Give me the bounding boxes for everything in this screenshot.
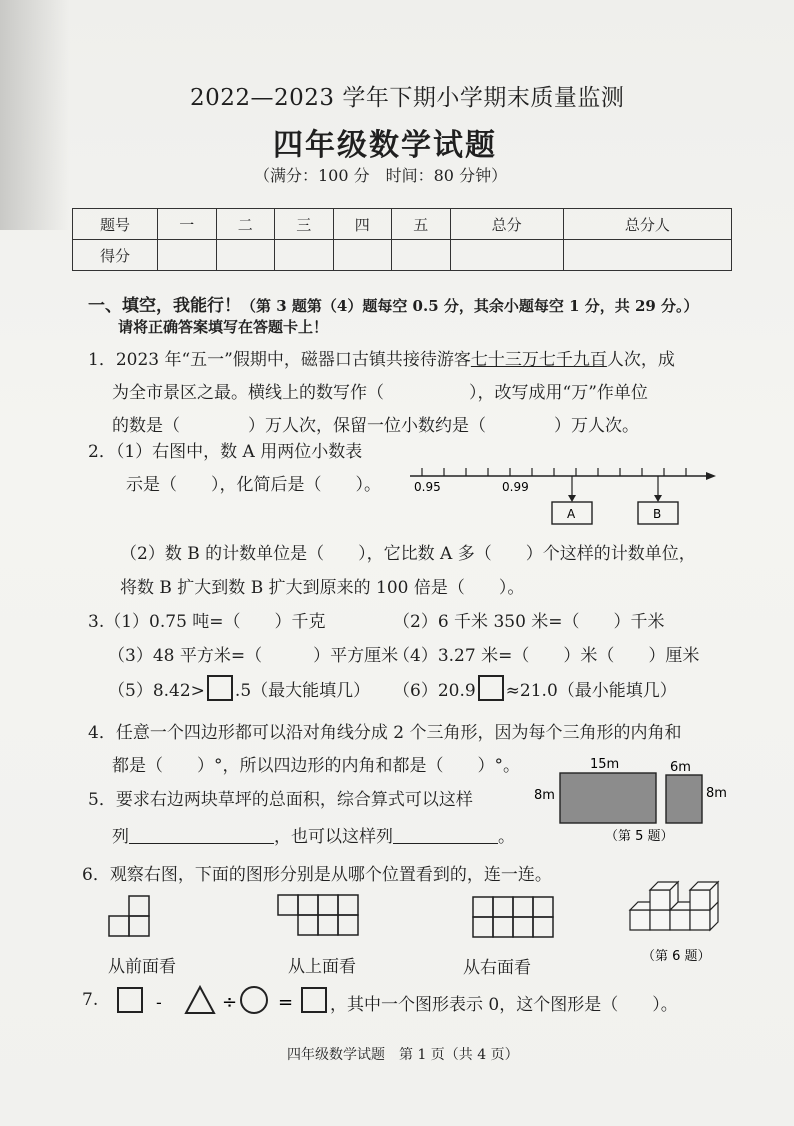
- section1-title: 一、填空，我能行！: [88, 296, 241, 316]
- answer-card-note: 请将正确答案填写在答题卡上！: [118, 318, 329, 336]
- pointer-b-arrow-icon: [654, 495, 662, 502]
- cube-stack-figure: [626, 880, 728, 966]
- q3-part6-text: （6）20.9: [393, 681, 476, 701]
- q7-text: ，其中一个图形表示 0，这个图形是（ ）。: [330, 995, 678, 1015]
- q5-text-mid: ，也可以这样列: [274, 827, 393, 847]
- number-line-ticks: [422, 468, 686, 476]
- score-cell: 题号: [73, 209, 158, 240]
- q1-line2: 为全市景区之最。横线上的数写作（ ），改写成用“万”作单位: [112, 383, 648, 403]
- view-shape-top: [275, 892, 365, 940]
- q6-caption: （第 6 题）: [642, 949, 711, 964]
- q4-line2: 都是（ ）°，所以四边形的内角和都是（ ）°。: [112, 756, 520, 776]
- lawn-small: [666, 775, 702, 823]
- view-label-top[interactable]: 从上面看: [288, 957, 356, 977]
- q5-answer-blank-2[interactable]: [393, 826, 498, 844]
- number-line-arrow-icon: [706, 472, 716, 480]
- q5-line1: 5．要求右边两块草坪的总面积，综合算式可以这样: [88, 790, 473, 810]
- page-footer: 四年级数学试题 第 1 页（共 4 页）: [287, 1047, 519, 1063]
- q7-equation-shapes: [112, 984, 342, 1018]
- q3-part5: [108, 675, 370, 701]
- q2-line1: 2．（1）右图中，数 A 用两位小数表: [88, 442, 363, 462]
- digit-box[interactable]: [478, 675, 504, 701]
- q2-line2: 示是（ ），化简后是（ ）。: [126, 475, 381, 495]
- lawn-height-label-left: 8m: [534, 788, 555, 803]
- q2-line3: （2）数 B 的计数单位是（ ），它比数 A 多（ ）个这样的计数单位，: [120, 544, 696, 564]
- q3-part4: （4）3.27 米=（ ）米（ ）厘米: [393, 646, 700, 666]
- score-table: [72, 208, 732, 271]
- view-shape-front: [106, 892, 156, 942]
- score-input-cell[interactable]: [216, 240, 275, 271]
- q6-line1: 6．观察右图，下面的图形分别是从哪个位置看到的，连一连。: [82, 865, 552, 885]
- lawn-figure: [530, 755, 735, 848]
- view-label-right[interactable]: 从右面看: [463, 958, 531, 978]
- q1-text-end: 人次，成: [606, 350, 675, 370]
- score-cell: 总分人: [563, 209, 731, 240]
- score-cell: 一: [158, 209, 217, 240]
- score-cell: 二: [216, 209, 275, 240]
- q5-caption: （第 5 题）: [605, 829, 674, 844]
- section1-heading: [88, 291, 699, 316]
- score-input-cell[interactable]: [392, 240, 451, 271]
- score-input-cell[interactable]: [275, 240, 334, 271]
- q3-part6-text-end: ≈21.0（最小能填几）: [505, 681, 677, 701]
- number-line-label-099: 0.99: [502, 480, 529, 494]
- score-cell: 总分: [450, 209, 563, 240]
- q3-part2: （2）6 千米 350 米=（ ）千米: [393, 612, 665, 632]
- q4-line1: 4．任意一个四边形都可以沿对角线分成 2 个三角形，因为每个三角形的内角和: [88, 723, 682, 743]
- exam-info: （满分：100 分 时间：80 分钟）: [254, 166, 508, 185]
- q1-underlined-number: 七十三万七千九百: [470, 350, 607, 370]
- q3-part5-text-end: .5（最大能填几）: [234, 681, 371, 701]
- triangle-shape-icon: [186, 987, 214, 1013]
- square-shape-icon: [118, 988, 142, 1012]
- view-label-front[interactable]: 从前面看: [108, 957, 176, 977]
- circle-shape-icon: [241, 987, 267, 1013]
- number-line-label-095: 0.95: [414, 480, 441, 494]
- score-cell: 得分: [73, 240, 158, 271]
- q1-line3: 的数是（ ）万人次，保留一位小数约是（ ）万人次。: [112, 416, 639, 436]
- q3-part3: （3）48 平方米=（ ）平方厘米: [108, 646, 399, 666]
- q5-text: 列: [112, 827, 129, 847]
- q5-answer-blank-1[interactable]: [129, 826, 274, 844]
- lawn-width-label-6m: 6m: [670, 760, 691, 775]
- q7-minus: -: [156, 993, 162, 1012]
- lawn-height-label-right: 8m: [706, 786, 727, 801]
- score-cell: 五: [392, 209, 451, 240]
- score-table-header-row: [73, 209, 732, 240]
- score-table-score-row: [73, 240, 732, 271]
- score-input-cell[interactable]: [450, 240, 563, 271]
- q3-part1: 3.（1）0.75 吨=（ ）千克: [88, 612, 326, 632]
- q7-divide: ÷: [222, 992, 238, 1013]
- q1-line1: [88, 345, 675, 370]
- box-b-label: B: [653, 507, 662, 521]
- box-a-label: A: [567, 507, 576, 521]
- section1-score-note: （第 3 题第（4）题每空 0.5 分，其余小题每空 1 分，共 29 分。）: [241, 297, 699, 315]
- score-cell: 四: [333, 209, 392, 240]
- q5-line2: [112, 822, 515, 847]
- exam-title: 四年级数学试题: [273, 128, 497, 163]
- q1-text: 1．2023 年“五一”假期中，磁器口古镇共接待游客: [88, 350, 471, 370]
- q3-part5-text: （5）8.42>: [108, 681, 205, 701]
- q3-part6: [393, 675, 677, 701]
- pointer-a-arrow-icon: [568, 495, 576, 502]
- square-shape-icon: [302, 988, 326, 1012]
- q2-line4: 将数 B 扩大到数 B 扩大到原来的 100 倍是（ ）。: [120, 578, 525, 598]
- score-input-cell[interactable]: [333, 240, 392, 271]
- lawn-width-label-15m: 15m: [590, 757, 620, 772]
- score-input-cell[interactable]: [563, 240, 731, 271]
- q7-equals: =: [278, 992, 294, 1013]
- score-input-cell[interactable]: [158, 240, 217, 271]
- exam-header-line: 2022—2023 学年下期小学期末质量监测: [190, 85, 625, 111]
- q7-number: 7.: [82, 990, 99, 1010]
- lawn-large: [560, 773, 656, 823]
- q5-text-end: 。: [498, 827, 515, 847]
- digit-box[interactable]: [207, 675, 233, 701]
- view-shape-right: [470, 894, 562, 942]
- number-line-figure: [400, 460, 720, 530]
- score-cell: 三: [275, 209, 334, 240]
- page-shadow: [0, 0, 70, 230]
